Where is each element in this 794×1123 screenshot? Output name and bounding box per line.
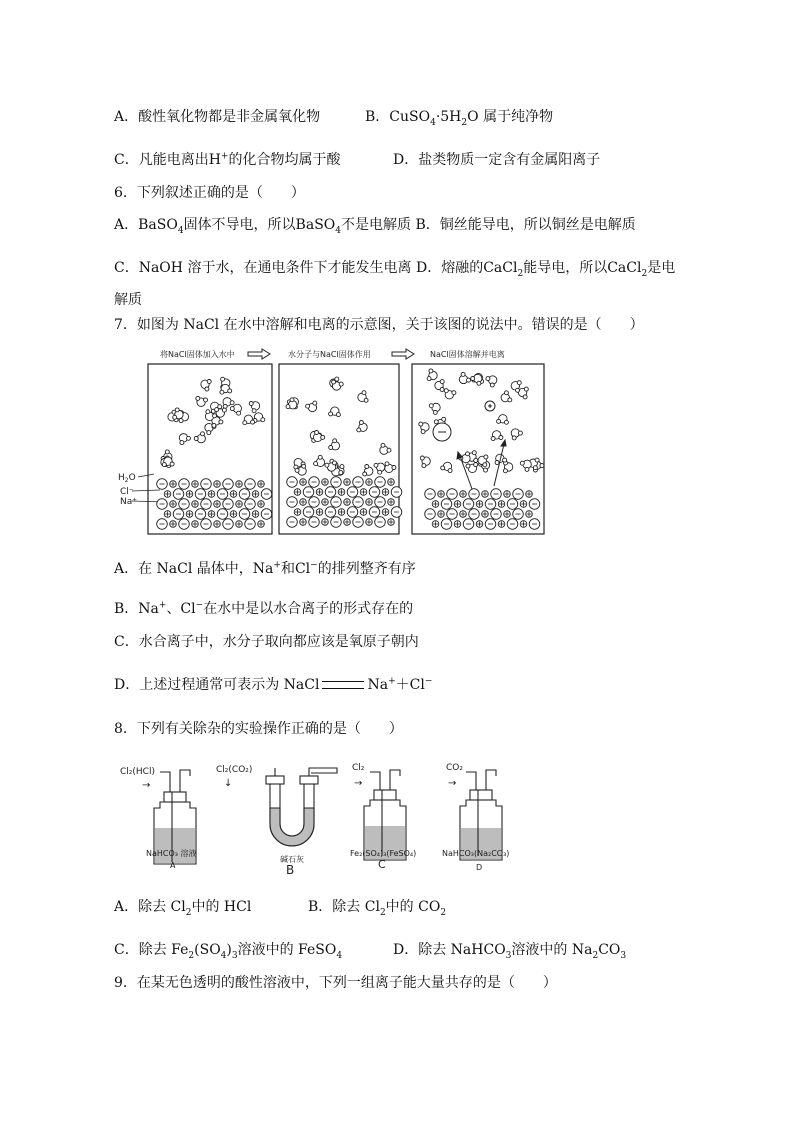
- hydrogen-atom-icon: [524, 387, 528, 391]
- hydrogen-atom-icon: [422, 464, 426, 468]
- svg-text:Fe₂(SO₄)₃(FeSO₄): Fe₂(SO₄)₃(FeSO₄): [350, 849, 417, 858]
- q6-option-d: D．熔融的CaCl$_2$能导电，所以CaCl$_2$是电: [416, 260, 676, 279]
- hydrogen-atom-icon: [252, 409, 256, 413]
- hydrogen-atom-icon: [329, 446, 333, 450]
- q6-option-ab: A．BaSO$_4$固体不导电，所以BaSO$_4$不是电解质 B．铜丝能导电，所以铜丝是电解质: [114, 217, 636, 236]
- hydrogen-atom-icon: [237, 411, 241, 415]
- hydrogen-atom-icon: [503, 458, 507, 462]
- hydrogen-atom-icon: [392, 466, 396, 470]
- svg-text:A: A: [170, 861, 176, 870]
- hydrogen-atom-icon: [385, 462, 389, 466]
- arrow-2-icon: [392, 349, 414, 359]
- purification-apparatus-figure: [112, 758, 532, 876]
- hydrogen-atom-icon: [374, 463, 378, 467]
- hydrogen-atom-icon: [162, 463, 166, 467]
- hydrogen-atom-icon: [440, 380, 444, 384]
- hydrogen-atom-icon: [336, 413, 340, 417]
- q7-stem: 7．如图为 NaCl 在水中溶解和电离的示意图，关于该图的说法中。错误的是（ ）: [114, 317, 644, 333]
- hydrogen-atom-icon: [499, 436, 503, 440]
- svg-text:D: D: [476, 863, 483, 872]
- hydrogen-atom-icon: [474, 463, 478, 467]
- hydrogen-atom-icon: [230, 401, 234, 405]
- hydrogen-atom-icon: [313, 401, 317, 405]
- hydrogen-atom-icon: [429, 404, 433, 408]
- q8-option-b: B．除去 $Cl_2$中的 $CO_2$: [308, 899, 447, 918]
- q8-option-c: C．除去 $Fe_2(SO_4)_3$溶液中的 FeSO$_4$: [114, 942, 343, 961]
- q8-option-d: D．除去 NaHCO$_3$溶液中的 $Na_2CO_3$: [393, 942, 627, 961]
- apparatus-c: [350, 763, 416, 871]
- hydrogen-atom-icon: [212, 423, 216, 427]
- q5-option-d: D．盐类物质一定含有金属阳离子: [393, 152, 601, 168]
- hydrogen-atom-icon: [452, 391, 456, 395]
- hydrogen-atom-icon: [170, 462, 174, 466]
- hydrogen-atom-icon: [427, 377, 431, 381]
- hydrogen-atom-icon: [251, 420, 255, 424]
- hydrogen-atom-icon: [306, 404, 310, 408]
- hydrogen-atom-icon: [207, 431, 211, 435]
- hydrogen-atom-icon: [421, 430, 425, 434]
- hydrogen-atom-icon: [180, 441, 184, 445]
- hydrogen-atom-icon: [359, 421, 363, 425]
- hydrogen-atom-icon: [518, 431, 522, 435]
- hydrogen-atom-icon: [230, 407, 234, 411]
- hydrated-na-icon: [485, 401, 495, 411]
- hydrogen-atom-icon: [444, 389, 448, 393]
- hydrogen-atom-icon: [508, 398, 512, 402]
- hydrogen-atom-icon: [362, 391, 366, 395]
- apparatus-b: [216, 765, 337, 876]
- hydrogen-atom-icon: [187, 436, 191, 440]
- hydrogen-atom-icon: [472, 451, 476, 455]
- svg-text:↓: ↓: [224, 778, 233, 789]
- hydrogen-atom-icon: [205, 387, 209, 391]
- q7-option-b: B．Na+、Cl−在水中是以水合离子的形式存在的: [114, 600, 414, 617]
- hydrogen-atom-icon: [503, 469, 507, 473]
- hydrogen-atom-icon: [261, 418, 265, 422]
- hydrogen-atom-icon: [512, 436, 516, 440]
- hydrogen-atom-icon: [290, 398, 294, 402]
- hydrogen-atom-icon: [220, 390, 224, 394]
- apparatus-d: [442, 763, 509, 872]
- arrow-1-icon: [248, 349, 270, 359]
- hydrogen-atom-icon: [491, 437, 495, 441]
- hydrogen-atom-icon: [286, 405, 290, 409]
- hydrogen-atom-icon: [483, 463, 487, 467]
- svg-text:→: →: [448, 778, 457, 789]
- svg-text:Cl₂(HCl): Cl₂(HCl): [120, 767, 155, 777]
- hydrogen-atom-icon: [175, 408, 179, 412]
- hydrogen-atom-icon: [325, 463, 329, 467]
- svg-text:B: B: [286, 863, 295, 876]
- caption-1: 将NaCl固体加入水中: [160, 350, 235, 359]
- svg-text:→: →: [354, 778, 363, 789]
- hydrogen-atom-icon: [364, 398, 368, 402]
- hydrogen-atom-icon: [206, 410, 210, 414]
- apparatus-a: [120, 767, 197, 870]
- q5-option-b: B．$CuSO_4\cdot 5H_2O$ 属于纯净物: [365, 109, 554, 128]
- hydrogen-atom-icon: [486, 377, 490, 381]
- nacl-dissolution-figure: [112, 344, 560, 538]
- hydrogen-atom-icon: [525, 467, 529, 471]
- hydrogen-atom-icon: [194, 437, 198, 441]
- hydrogen-atom-icon: [302, 464, 306, 468]
- hydrogen-atom-icon: [381, 443, 385, 447]
- hydrogen-atom-icon: [471, 377, 475, 381]
- hydrogen-atom-icon: [249, 402, 253, 406]
- hydrogen-atom-icon: [434, 420, 438, 424]
- hydrogen-atom-icon: [314, 462, 318, 466]
- hydrogen-atom-icon: [204, 398, 208, 402]
- svg-text:Cl₂(CO₂): Cl₂(CO₂): [216, 765, 253, 775]
- hydrogen-atom-icon: [329, 412, 333, 416]
- hydrogen-atom-icon: [207, 380, 211, 384]
- hydrogen-atom-icon: [321, 435, 325, 439]
- q8-stem: 8．下列有关除杂的实验操作正确的是（ ）: [114, 721, 403, 737]
- hydrogen-atom-icon: [461, 372, 465, 376]
- caption-3: NaCl固体溶解并电离: [430, 350, 505, 359]
- svg-text:C: C: [378, 858, 386, 871]
- hydrogen-atom-icon: [420, 456, 424, 460]
- hydrogen-atom-icon: [221, 377, 225, 381]
- hydrogen-atom-icon: [495, 461, 499, 465]
- hydrogen-atom-icon: [387, 448, 391, 452]
- hydrogen-atom-icon: [295, 468, 299, 472]
- hydrogen-atom-icon: [173, 415, 177, 419]
- hydrogen-atom-icon: [477, 381, 481, 385]
- label-cl: Cl⁻: [120, 487, 134, 497]
- hydrogen-atom-icon: [516, 388, 520, 392]
- q9-stem: 9．在某无色透明的酸性溶液中，下列一组离子能大量共存的是（ ）: [114, 975, 557, 991]
- q5-option-c: C．凡能电离出H+的化合物均属于酸: [114, 151, 341, 168]
- hydrogen-atom-icon: [332, 380, 336, 384]
- hydrogen-atom-icon: [219, 420, 223, 424]
- hydrogen-atom-icon: [433, 410, 437, 414]
- q7-option-c: C．水合离子中，水分子取向都应该是氧原子朝内: [114, 634, 419, 650]
- hydrogen-atom-icon: [363, 472, 367, 476]
- hydrogen-atom-icon: [179, 419, 183, 423]
- q8-option-a: A．除去 $Cl_2$中的 HCl: [114, 899, 252, 918]
- svg-text:CO₂: CO₂: [446, 763, 463, 773]
- hydrogen-atom-icon: [378, 470, 382, 474]
- q5-option-a: A．酸性氧化物都是非金属氧化物: [114, 109, 321, 125]
- hydrogen-atom-icon: [517, 381, 521, 385]
- caption-2: 水分子与NaCl固体作用: [288, 350, 371, 359]
- hydrogen-atom-icon: [357, 428, 361, 432]
- hydrated-cl-icon: [433, 423, 451, 441]
- hydrogen-atom-icon: [466, 452, 470, 456]
- svg-text:NaHCO₃(Na₂CO₃): NaHCO₃(Na₂CO₃): [442, 849, 510, 858]
- label-h2o: $H_2O$: [118, 473, 136, 484]
- hydrogen-atom-icon: [419, 422, 423, 426]
- hydrogen-atom-icon: [429, 369, 433, 373]
- hydrogen-atom-icon: [448, 469, 452, 473]
- svg-text:NaHCO₃ 溶液: NaHCO₃ 溶液: [146, 849, 197, 858]
- hydrogen-atom-icon: [441, 466, 445, 470]
- hydrogen-atom-icon: [196, 396, 200, 400]
- hydrogen-atom-icon: [504, 391, 508, 395]
- hydrogen-atom-icon: [540, 464, 544, 468]
- hydrogen-atom-icon: [339, 382, 343, 386]
- hydrogen-atom-icon: [467, 378, 471, 382]
- hydrogen-atom-icon: [340, 465, 344, 469]
- hydrogen-atom-icon: [333, 439, 337, 443]
- hydrogen-atom-icon: [215, 408, 219, 412]
- hydrogen-atom-icon: [474, 458, 478, 462]
- hydrogen-atom-icon: [228, 389, 232, 393]
- q7-option-a: A．在 NaCl 晶体中，Na+和Cl−的排列整齐有序: [114, 560, 416, 577]
- q6-stem: 6．下列叙述正确的是（ ）: [114, 185, 305, 201]
- hydrogen-atom-icon: [243, 421, 247, 425]
- hydrogen-atom-icon: [365, 465, 369, 469]
- hydrogen-atom-icon: [213, 414, 217, 418]
- hydrogen-atom-icon: [504, 420, 508, 424]
- hydrogen-atom-icon: [332, 461, 336, 465]
- hydrogen-atom-icon: [535, 458, 539, 462]
- q6-option-c: C．NaOH 溶于水，在通电条件下才能发生电离: [114, 260, 412, 276]
- svg-text:Cl₂: Cl₂: [352, 763, 365, 773]
- hydrogen-atom-icon: [466, 464, 470, 468]
- hydrogen-atom-icon: [484, 455, 488, 459]
- hydrogen-atom-icon: [484, 468, 488, 472]
- label-na: Na⁺: [120, 497, 137, 507]
- hydrogen-atom-icon: [201, 432, 205, 436]
- hydrogen-atom-icon: [520, 461, 524, 465]
- hydrogen-atom-icon: [222, 408, 226, 412]
- hydrogen-atom-icon: [440, 388, 444, 392]
- hydrogen-atom-icon: [339, 471, 343, 475]
- hydrogen-atom-icon: [315, 431, 319, 435]
- hydrogen-atom-icon: [165, 450, 169, 454]
- hydrogen-atom-icon: [523, 395, 527, 399]
- hydrogen-atom-icon: [442, 417, 446, 421]
- equals-sign-icon: [322, 681, 364, 689]
- hydrogen-atom-icon: [497, 419, 501, 423]
- q6-option-d-continued: 解质: [114, 292, 142, 308]
- svg-text:碱石灰: 碱石灰: [280, 855, 304, 864]
- q7-option-d: D．上述过程通常可表示为 NaCl Na+＋Cl−: [114, 676, 433, 693]
- hydrogen-atom-icon: [490, 383, 494, 387]
- svg-text:→: →: [142, 780, 151, 791]
- hydrogen-atom-icon: [533, 466, 537, 470]
- hydrogen-atom-icon: [318, 455, 322, 459]
